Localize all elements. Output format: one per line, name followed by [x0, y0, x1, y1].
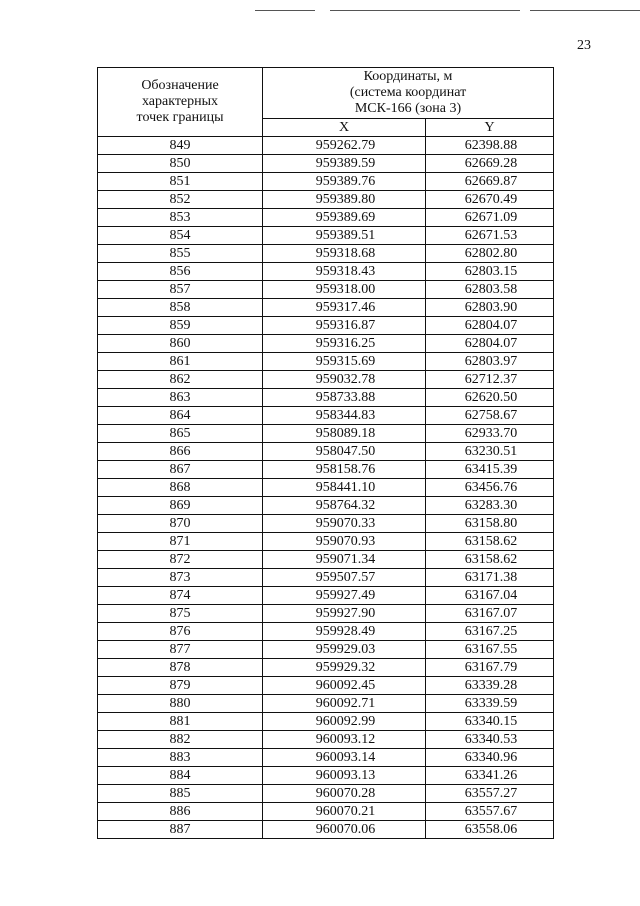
x-coordinate-cell: 959927.49 — [263, 587, 426, 605]
y-coordinate-cell: 62804.07 — [426, 317, 554, 335]
point-id-cell: 851 — [98, 173, 263, 191]
point-id-cell: 853 — [98, 209, 263, 227]
x-coordinate-cell: 960093.14 — [263, 749, 426, 767]
point-id-cell: 878 — [98, 659, 263, 677]
x-coordinate-cell: 959318.68 — [263, 245, 426, 263]
x-coordinate-cell: 959389.69 — [263, 209, 426, 227]
point-id-cell: 872 — [98, 551, 263, 569]
x-coordinate-cell: 959318.43 — [263, 263, 426, 281]
y-coordinate-cell: 63558.06 — [426, 821, 554, 839]
y-coordinate-cell: 62669.87 — [426, 173, 554, 191]
x-coordinate-cell: 958441.10 — [263, 479, 426, 497]
x-coordinate-cell: 959389.51 — [263, 227, 426, 245]
point-id-cell: 875 — [98, 605, 263, 623]
table-row — [98, 335, 554, 353]
point-id-cell: 867 — [98, 461, 263, 479]
top-rule — [255, 10, 315, 11]
point-label-line: характерных — [141, 94, 219, 109]
x-coordinate-cell: 960093.12 — [263, 731, 426, 749]
x-coordinate-cell: 958158.76 — [263, 461, 426, 479]
point-id-cell: 850 — [98, 155, 263, 173]
y-coordinate-cell: 63158.80 — [426, 515, 554, 533]
top-rule — [330, 10, 520, 11]
table-row — [98, 749, 554, 767]
x-coordinate-cell: 959929.32 — [263, 659, 426, 677]
y-coordinate-cell: 63340.96 — [426, 749, 554, 767]
point-id-cell: 883 — [98, 749, 263, 767]
x-coordinate-cell: 960092.45 — [263, 677, 426, 695]
x-coordinate-cell: 959929.03 — [263, 641, 426, 659]
page-number: 23 — [577, 38, 591, 53]
point-id-cell: 852 — [98, 191, 263, 209]
table-row — [98, 767, 554, 785]
table-row — [98, 371, 554, 389]
point-id-cell: 871 — [98, 533, 263, 551]
point-id-cell: 863 — [98, 389, 263, 407]
x-coordinate-cell: 959316.25 — [263, 335, 426, 353]
x-coordinate-cell: 958764.32 — [263, 497, 426, 515]
y-coordinate-cell: 63167.55 — [426, 641, 554, 659]
y-coordinate-cell: 63339.28 — [426, 677, 554, 695]
point-id-cell: 887 — [98, 821, 263, 839]
y-coordinate-cell: 63167.04 — [426, 587, 554, 605]
y-coordinate-cell: 63167.07 — [426, 605, 554, 623]
y-coordinate-cell: 63283.30 — [426, 497, 554, 515]
point-id-cell: 854 — [98, 227, 263, 245]
y-coordinate-cell: 62803.58 — [426, 281, 554, 299]
table-row — [98, 281, 554, 299]
x-column-header: X — [263, 119, 426, 137]
y-column-header: Y — [426, 119, 554, 137]
x-coordinate-cell: 958344.83 — [263, 407, 426, 425]
point-id-cell: 876 — [98, 623, 263, 641]
y-coordinate-cell: 63415.39 — [426, 461, 554, 479]
table-row — [98, 137, 554, 155]
x-coordinate-cell: 959507.57 — [263, 569, 426, 587]
point-id-cell: 859 — [98, 317, 263, 335]
table-row — [98, 389, 554, 407]
table-row — [98, 569, 554, 587]
table-row — [98, 587, 554, 605]
y-coordinate-cell: 62804.07 — [426, 335, 554, 353]
table-row — [98, 479, 554, 497]
point-id-cell: 858 — [98, 299, 263, 317]
x-coordinate-cell: 959071.34 — [263, 551, 426, 569]
coords-header — [263, 68, 554, 119]
table-row — [98, 155, 554, 173]
table-row — [98, 677, 554, 695]
table-row — [98, 659, 554, 677]
y-coordinate-cell: 63339.59 — [426, 695, 554, 713]
x-coordinate-cell: 959927.90 — [263, 605, 426, 623]
x-coordinate-cell: 959389.59 — [263, 155, 426, 173]
point-id-cell: 865 — [98, 425, 263, 443]
x-coordinate-cell: 959317.46 — [263, 299, 426, 317]
point-id-cell: 880 — [98, 695, 263, 713]
x-coordinate-cell: 958733.88 — [263, 389, 426, 407]
x-coordinate-cell: 958089.18 — [263, 425, 426, 443]
table-row — [98, 173, 554, 191]
point-id-cell: 877 — [98, 641, 263, 659]
table-row — [98, 227, 554, 245]
y-coordinate-cell: 63167.79 — [426, 659, 554, 677]
y-coordinate-cell: 62933.70 — [426, 425, 554, 443]
y-coordinate-cell: 62803.15 — [426, 263, 554, 281]
table-row — [98, 695, 554, 713]
table-row — [98, 641, 554, 659]
y-coordinate-cell: 62620.50 — [426, 389, 554, 407]
y-coordinate-cell: 63557.67 — [426, 803, 554, 821]
y-coordinate-cell: 62802.80 — [426, 245, 554, 263]
coords-header-line: Координаты, м — [363, 69, 453, 84]
y-coordinate-cell: 63340.15 — [426, 713, 554, 731]
point-id-cell: 849 — [98, 137, 263, 155]
point-label-line: Обозначение — [141, 78, 219, 93]
table-row — [98, 533, 554, 551]
x-coordinate-cell: 959070.93 — [263, 533, 426, 551]
table-row — [98, 317, 554, 335]
y-coordinate-cell: 62758.67 — [426, 407, 554, 425]
y-coordinate-cell: 63456.76 — [426, 479, 554, 497]
table-row — [98, 605, 554, 623]
point-id-cell: 886 — [98, 803, 263, 821]
x-coordinate-cell: 959389.76 — [263, 173, 426, 191]
coords-header-line: МСК-166 (зона 3) — [354, 101, 462, 116]
y-coordinate-cell: 62803.97 — [426, 353, 554, 371]
point-label-line: точек границы — [136, 110, 224, 125]
table-row — [98, 461, 554, 479]
table-row — [98, 623, 554, 641]
x-coordinate-cell: 959315.69 — [263, 353, 426, 371]
x-coordinate-cell: 960070.21 — [263, 803, 426, 821]
table-row — [98, 551, 554, 569]
coordinates-table — [97, 67, 554, 839]
table-row — [98, 263, 554, 281]
y-coordinate-cell: 63167.25 — [426, 623, 554, 641]
point-id-cell: 879 — [98, 677, 263, 695]
table-row — [98, 191, 554, 209]
point-id-cell: 868 — [98, 479, 263, 497]
x-coordinate-cell: 960070.28 — [263, 785, 426, 803]
point-id-cell: 882 — [98, 731, 263, 749]
table-row — [98, 497, 554, 515]
x-coordinate-cell: 960093.13 — [263, 767, 426, 785]
y-coordinate-cell: 63340.53 — [426, 731, 554, 749]
table-row — [98, 425, 554, 443]
y-coordinate-cell: 62712.37 — [426, 371, 554, 389]
top-rule — [530, 10, 640, 11]
point-id-cell: 855 — [98, 245, 263, 263]
table-row — [98, 713, 554, 731]
x-coordinate-cell: 959070.33 — [263, 515, 426, 533]
point-id-cell: 856 — [98, 263, 263, 281]
table-row — [98, 803, 554, 821]
y-coordinate-cell: 62671.53 — [426, 227, 554, 245]
y-coordinate-cell: 63158.62 — [426, 551, 554, 569]
table-row — [98, 443, 554, 461]
y-coordinate-cell: 63171.38 — [426, 569, 554, 587]
point-id-cell: 881 — [98, 713, 263, 731]
x-coordinate-cell: 959928.49 — [263, 623, 426, 641]
point-label-header — [98, 68, 263, 137]
x-coordinate-cell: 959262.79 — [263, 137, 426, 155]
point-id-cell: 857 — [98, 281, 263, 299]
x-coordinate-cell: 959316.87 — [263, 317, 426, 335]
x-coordinate-cell: 960070.06 — [263, 821, 426, 839]
x-coordinate-cell: 959389.80 — [263, 191, 426, 209]
point-id-cell: 885 — [98, 785, 263, 803]
y-coordinate-cell: 62670.49 — [426, 191, 554, 209]
y-coordinate-cell: 63230.51 — [426, 443, 554, 461]
x-coordinate-cell: 959318.00 — [263, 281, 426, 299]
point-id-cell: 874 — [98, 587, 263, 605]
x-coordinate-cell: 958047.50 — [263, 443, 426, 461]
coords-header-line: (система координат — [349, 85, 467, 100]
table-row — [98, 821, 554, 839]
y-coordinate-cell: 62669.28 — [426, 155, 554, 173]
y-coordinate-cell: 63158.62 — [426, 533, 554, 551]
point-id-cell: 873 — [98, 569, 263, 587]
y-coordinate-cell: 62671.09 — [426, 209, 554, 227]
point-id-cell: 864 — [98, 407, 263, 425]
point-id-cell: 861 — [98, 353, 263, 371]
point-id-cell: 860 — [98, 335, 263, 353]
table-row — [98, 731, 554, 749]
table-row — [98, 299, 554, 317]
x-coordinate-cell: 960092.71 — [263, 695, 426, 713]
point-id-cell: 862 — [98, 371, 263, 389]
point-id-cell: 884 — [98, 767, 263, 785]
x-coordinate-cell: 959032.78 — [263, 371, 426, 389]
point-id-cell: 866 — [98, 443, 263, 461]
table-row — [98, 353, 554, 371]
y-coordinate-cell: 63557.27 — [426, 785, 554, 803]
y-coordinate-cell: 63341.26 — [426, 767, 554, 785]
x-coordinate-cell: 960092.99 — [263, 713, 426, 731]
point-id-cell: 870 — [98, 515, 263, 533]
table-row — [98, 245, 554, 263]
y-coordinate-cell: 62398.88 — [426, 137, 554, 155]
table-row — [98, 785, 554, 803]
y-coordinate-cell: 62803.90 — [426, 299, 554, 317]
table-row — [98, 407, 554, 425]
point-id-cell: 869 — [98, 497, 263, 515]
table-row — [98, 209, 554, 227]
table-row — [98, 515, 554, 533]
